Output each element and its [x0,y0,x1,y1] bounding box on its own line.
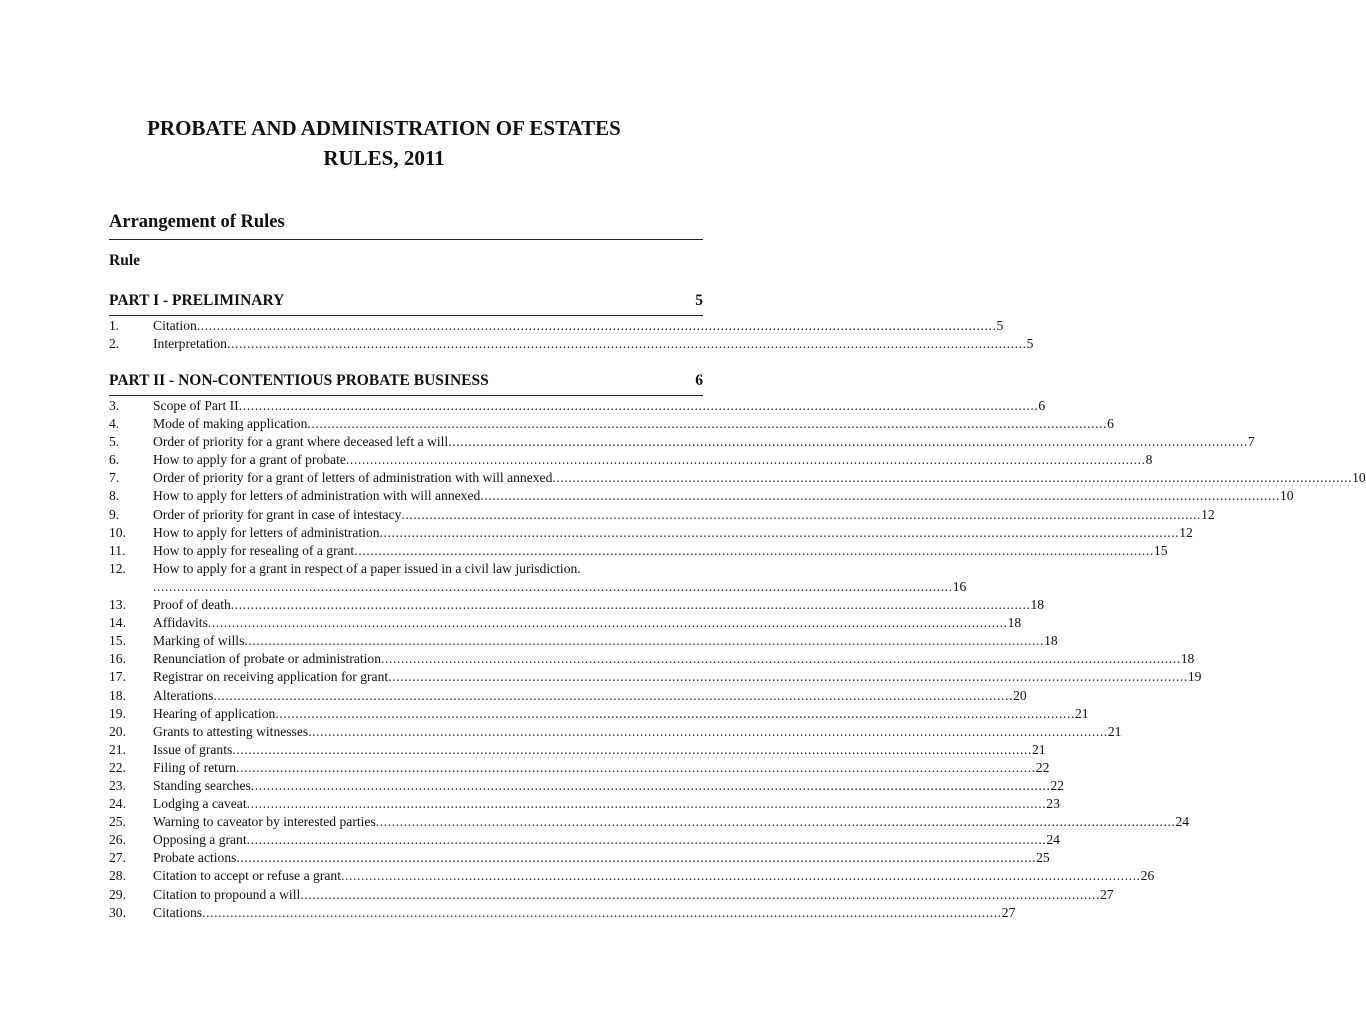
entry-number: 10. [109,524,126,540]
dot-leader: ........................................................................................................................................................................................................ [232,741,1032,757]
title-line-1: PROBATE AND ADMINISTRATION OF ESTATES [147,116,621,140]
toc-entry [109,614,1022,632]
entry-page: 21 [1075,705,1089,721]
document-title [0,113,768,173]
toc-entry [109,759,1050,777]
dot-leader: ........................................................................................................................................................................................................ [388,669,1188,685]
entry-number: 29. [109,886,126,902]
entry-number: 15. [109,633,126,649]
dot-leader: ........................................................................................................................................................................................................ [250,777,1051,793]
entry-title: How to apply for a grant of probate [153,452,346,468]
entry-title: Grants to attesting witnesses [153,723,309,739]
entry-page: 15 [1153,542,1168,558]
dot-leader: ........................................................................................................................................................................................................ [401,506,1202,522]
entry-title: How to apply for letters of administration [153,524,380,540]
entry-number: 23. [109,777,126,793]
entry-page: 19 [1187,669,1202,685]
entry-number: 16. [109,651,126,667]
toc-entry [109,335,1034,353]
entry-page: 18 [1044,633,1058,649]
dot-leader: ........................................................................................................................................................................................................ [230,597,1031,613]
entry-title: Issue of grants [153,741,233,757]
entry-page: 24 [1046,832,1060,848]
entry-title: How to apply for a grant in respect of a paper issued in a civil law jurisdiction. [153,560,581,576]
dot-leader: ........................................................................................................................................................................................................ [552,470,1353,486]
toc-entry [109,867,1155,885]
entry-number: 7. [109,470,120,486]
toc-entry [109,415,1114,433]
entry-page: 22 [1035,759,1050,775]
dot-leader: ........................................................................................................................................................................................................ [236,850,1037,866]
toc-entry [109,506,1215,524]
toc-entry [109,469,1366,487]
part-divider [109,315,703,316]
toc-entry [109,813,1190,831]
toc-entry [109,524,1193,542]
entry-number: 19. [109,705,126,721]
toc-entry [109,397,1046,415]
entry-title: Scope of Part II [153,398,239,413]
dot-leader: ........................................................................................................................................................................................................ [480,488,1280,504]
dot-leader: ........................................................................................................................................................................................................ [246,832,1047,848]
entry-page: 10 [1352,470,1366,486]
entry-page: 18 [1180,651,1195,667]
part-heading-2 [109,372,703,390]
entry-title: How to apply for letters of administration with will annexed [153,488,481,504]
arrangement-heading: Arrangement of Rules [109,212,285,232]
dot-leader: ........................................................................................................................................................................................................ [340,868,1141,884]
entry-title: Lodging a caveat [153,796,247,812]
entry-title: Renunciation of probate or administration [153,651,382,667]
entry-title: Citation [153,318,197,333]
dot-leader: ........................................................................................................................................................................................................ [307,416,1108,432]
toc-entry [109,687,1027,705]
entry-number: 5. [109,434,120,450]
toc-entry [109,317,1004,335]
entry-page: 18 [1030,597,1045,613]
entry-title: Order of priority for grant in case of intestacy [153,506,402,522]
part-divider [109,395,703,396]
entry-number: 30. [109,904,126,920]
entry-number: 1. [109,318,120,333]
arrangement-divider [109,239,703,240]
part-page: 5 [695,292,703,309]
entry-number: 28. [109,868,126,884]
dot-leader: ........................................................................................................................................................................................................ [236,759,1036,775]
entry-number: 13. [109,597,126,613]
entry-title: How to apply for resealing of a grant [153,542,355,558]
part-heading-1 [109,292,703,310]
toc-entry [109,668,1202,686]
entry-page: 21 [1107,723,1122,739]
dot-leader: ........................................................................................................................................................................................................ [379,524,1180,540]
dot-leader: ........................................................................................................................................................................................................ [207,615,1008,631]
entry-number: 3. [109,398,120,413]
toc-entry [109,542,1168,560]
entry-title: Citation to propound a will [153,886,301,902]
toc-entry [109,650,1195,668]
dot-leader: ........................................................................................................................................................................................................ [196,318,997,333]
entry-title: Warning to caveator by interested parties [153,814,376,830]
toc-entry [109,560,967,596]
entry-number: 2. [109,336,120,352]
entry-number: 6. [109,452,120,468]
entry-title: Affidavits [153,615,208,631]
part-page: 6 [695,372,703,389]
entry-page: 20 [1013,687,1027,703]
entry-title: Order of priority for a grant of letters of administration with will annexed [153,470,553,486]
title-line-2: RULES, 2011 [323,146,445,170]
entry-page: 10 [1280,488,1294,504]
entry-title: Marking of wills [153,633,245,649]
entry-number: 11. [109,542,126,558]
entry-number: 18. [109,687,126,703]
toc-entry [109,831,1060,849]
toc-entry [109,487,1294,505]
toc-entry [109,596,1045,614]
toc-entry [109,632,1058,650]
entry-page: 7 [1247,434,1255,450]
toc-entry [109,451,1153,469]
entry-title: Alterations [153,687,214,703]
dot-leader: ........................................................................................................................................................................................................ [213,687,1014,703]
part-title: PART II - NON-CONTENTIOUS PROBATE BUSINESS [109,372,489,389]
entry-page: 12 [1179,524,1193,540]
entry-page: 27 [1001,904,1016,920]
rule-column-label: Rule [109,252,140,269]
entry-title: Probate actions [153,850,237,866]
entry-number: 12. [109,560,126,576]
entry-page: 5 [1026,336,1034,352]
entry-number: 17. [109,669,126,685]
toc-entry [109,723,1122,741]
dot-leader: ........................................................................................................................................................................................................ [275,705,1075,721]
entry-number: 25. [109,814,126,830]
dot-leader: ........................................................................................................................................................................................................ [345,452,1146,468]
toc-list-part-1 [109,317,1034,353]
entry-number: 24. [109,796,126,812]
toc-entry [109,433,1255,451]
entry-page: 6 [1107,416,1114,432]
entry-title: Hearing of application [153,705,276,721]
entry-title: Mode of making application [153,416,308,432]
entry-title: Citations [153,904,203,920]
entry-title: Order of priority for a grant where deceased left a will [153,434,449,450]
dot-leader: ........................................................................................................................................................................................................ [354,542,1154,558]
dot-leader: ........................................................................................................................................................................................................ [308,723,1108,739]
entry-title: Proof of death [153,597,231,613]
entry-title: Filing of return [153,759,237,775]
entry-number: 20. [109,723,126,739]
entry-number: 14. [109,615,126,631]
dot-leader: ........................................................................................................................................................................................................ [448,434,1248,450]
dot-leader: ........................................................................................................................................................................................................ [238,398,1039,413]
entry-page: 12 [1201,506,1215,522]
entry-page: 8 [1145,452,1153,468]
entry-number: 22. [109,759,126,775]
toc-entry [109,795,1060,813]
entry-page: 22 [1050,777,1065,793]
dot-leader: ........................................................................................................................................................................................................ [375,814,1176,830]
toc-entry [109,777,1065,795]
entry-number: 9. [109,506,120,522]
entry-page: 6 [1038,398,1046,413]
toc-list-part-2 [109,397,1366,922]
toc-entry [109,886,1114,904]
part-title: PART I - PRELIMINARY [109,292,285,309]
toc-entry [109,705,1089,723]
entry-page: 26 [1140,868,1155,884]
entry-page: 16 [952,578,967,594]
dot-leader: ........................................................................................................................................................................................................ [202,904,1002,920]
entry-number: 8. [109,488,120,504]
entry-number: 26. [109,832,126,848]
entry-number: 21. [109,741,126,757]
dot-leader: ........................................................................................................................................................................................................ [246,796,1047,812]
entry-page: 27 [1099,886,1114,902]
entry-title: Standing searches [153,777,251,793]
entry-title: Opposing a grant [153,832,247,848]
entry-title: Citation to accept or refuse a grant [153,868,341,884]
entry-page: 18 [1007,615,1022,631]
entry-number: 27. [109,850,126,866]
dot-leader: ........................................................................................................................................................................................................ [153,578,953,594]
entry-number: 4. [109,416,120,432]
toc-entry [109,741,1046,759]
dot-leader: ........................................................................................................................................................................................................ [226,336,1027,352]
entry-page: 25 [1036,850,1050,866]
entry-page: 5 [996,318,1004,333]
entry-page: 24 [1175,814,1190,830]
entry-title: Interpretation [153,336,227,352]
dot-leader: ........................................................................................................................................................................................................ [381,651,1181,667]
entry-page: 23 [1046,796,1060,812]
toc-entry [109,904,1016,922]
dot-leader: ........................................................................................................................................................................................................ [244,633,1045,649]
dot-leader: ........................................................................................................................................................................................................ [300,886,1100,902]
entry-page: 21 [1031,741,1046,757]
toc-entry [109,849,1050,867]
entry-title: Registrar on receiving application for grant [153,669,389,685]
